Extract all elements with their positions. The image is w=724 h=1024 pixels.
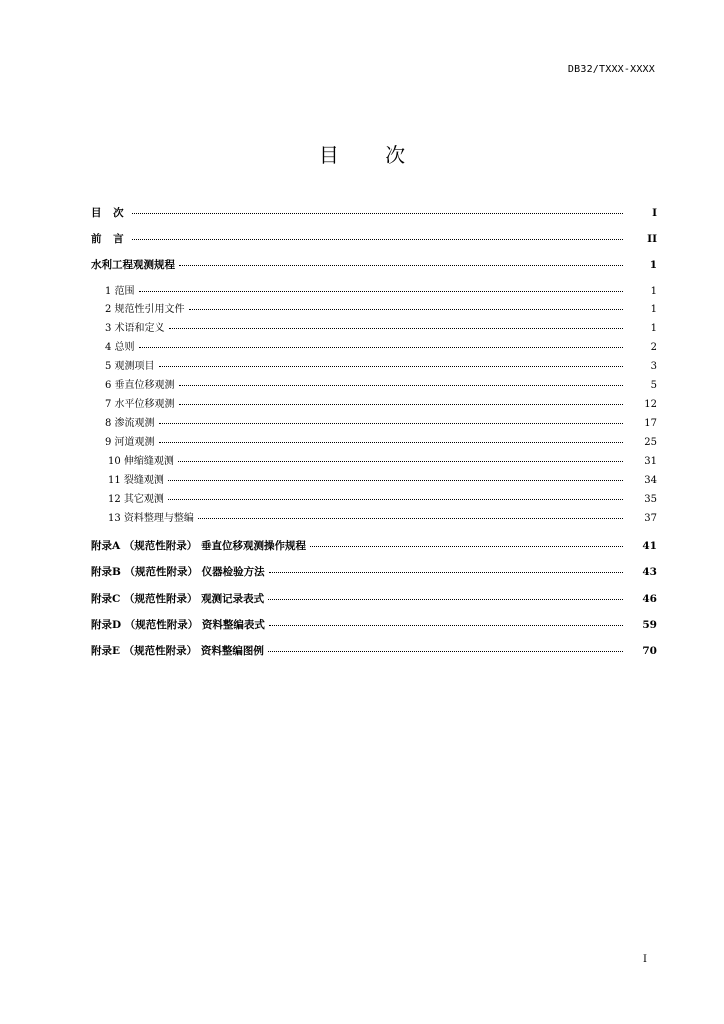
dot-leader: [178, 461, 623, 462]
toc-entry[interactable]: [91, 379, 657, 393]
toc-entry[interactable]: [91, 206, 657, 220]
toc-entry-label: 前 言: [91, 233, 128, 245]
toc-entry[interactable]: [91, 417, 657, 431]
toc-entry-page: II: [647, 233, 657, 245]
toc-entry-page: 17: [644, 418, 657, 429]
toc-entry-page: 1: [650, 286, 657, 297]
toc-entry-label: 水利工程观测规程: [91, 259, 175, 271]
toc-entry[interactable]: [91, 436, 657, 450]
dot-leader: [179, 385, 623, 386]
dot-leader: [269, 625, 623, 626]
toc-entry-label: 附录D （规范性附录） 资料整编表式: [91, 619, 265, 631]
toc-entry-label: 1 范围: [105, 286, 135, 297]
toc-entry[interactable]: [91, 644, 657, 658]
toc-entry-page: 2: [650, 342, 657, 353]
toc-entry-label: 9 河道观测: [105, 437, 155, 448]
toc-entry[interactable]: [91, 285, 657, 299]
toc-entry-label: 13 资料整理与整编: [108, 513, 194, 524]
toc-entry[interactable]: [91, 539, 657, 553]
toc-entry[interactable]: [91, 258, 657, 272]
toc-entry-page: 35: [644, 494, 657, 505]
toc-entry-label: 7 水平位移观测: [105, 399, 175, 410]
toc-entry-page: I: [652, 207, 657, 219]
toc-entry-label: 附录C （规范性附录） 观测记录表式: [91, 593, 265, 605]
toc-entry-label: 10 伸缩缝观测: [108, 456, 174, 467]
toc-entry-page: 25: [644, 437, 657, 448]
toc-entry-label: 12 其它观测: [108, 494, 164, 505]
dot-leader: [168, 499, 623, 500]
toc-entry-page: 46: [642, 593, 657, 605]
dot-leader: [268, 651, 623, 652]
dot-leader: [159, 442, 623, 443]
toc-entry[interactable]: [91, 341, 657, 355]
toc-entry[interactable]: [91, 398, 657, 412]
dot-leader: [198, 518, 623, 519]
document-code: DB32/TXXX-XXXX: [567, 64, 655, 75]
dot-leader: [159, 366, 623, 367]
toc-entry-page: 3: [650, 361, 657, 372]
toc-entry-label: 目 次: [91, 207, 128, 219]
toc-entry-label: 4 总则: [105, 342, 135, 353]
toc-entry[interactable]: [91, 618, 657, 632]
dot-leader: [268, 599, 623, 600]
toc-entry[interactable]: [91, 474, 657, 488]
dot-leader: [310, 546, 623, 547]
toc-entry-page: 43: [642, 566, 657, 578]
toc-entry[interactable]: [91, 565, 657, 579]
toc-entry-label: 3 术语和定义: [105, 323, 165, 334]
toc-entry[interactable]: [91, 512, 657, 526]
toc-entry[interactable]: [91, 493, 657, 507]
toc-entry-label: 8 渗流观测: [105, 418, 155, 429]
dot-leader: [169, 328, 623, 329]
dot-leader: [269, 572, 623, 573]
toc-entry-label: 附录B （规范性附录） 仪器检验方法: [91, 566, 265, 578]
dot-leader: [168, 480, 623, 481]
dot-leader: [139, 347, 623, 348]
dot-leader: [189, 309, 623, 310]
toc-entry-page: 34: [644, 475, 657, 486]
toc-entry[interactable]: [91, 322, 657, 336]
toc-entry-page: 37: [644, 513, 657, 524]
toc-entry-label: 11 裂缝观测: [108, 475, 164, 486]
toc-entry-page: 41: [642, 540, 657, 552]
toc-entry[interactable]: [91, 455, 657, 469]
toc-entry-label: 6 垂直位移观测: [105, 380, 175, 391]
toc-entry-page: 5: [650, 380, 657, 391]
dot-leader: [132, 239, 623, 240]
toc-entry-label: 附录A （规范性附录） 垂直位移观测操作规程: [91, 540, 306, 552]
dot-leader: [159, 423, 623, 424]
toc-entry-page: 1: [649, 259, 657, 271]
toc-entry-page: 31: [644, 456, 657, 467]
toc-entry-page: 1: [650, 323, 657, 334]
dot-leader: [139, 291, 623, 292]
dot-leader: [179, 404, 623, 405]
toc-entry-label: 附录E （规范性附录） 资料整编图例: [91, 645, 264, 657]
toc-entry-page: 70: [642, 645, 657, 657]
toc-entry[interactable]: [91, 303, 657, 317]
toc-entry-page: 59: [642, 619, 657, 631]
toc-entry[interactable]: [91, 592, 657, 606]
toc-entry[interactable]: [91, 360, 657, 374]
toc-entry-label: 5 观测项目: [105, 361, 155, 372]
toc-entry-page: 12: [644, 399, 657, 410]
dot-leader: [132, 213, 623, 214]
toc-entry-label: 2 规范性引用文件: [105, 304, 185, 315]
page-title: 目 次: [318, 143, 426, 167]
toc-entry[interactable]: [91, 232, 657, 246]
page-number: I: [643, 954, 647, 965]
dot-leader: [179, 265, 623, 266]
toc-entry-page: 1: [650, 304, 657, 315]
